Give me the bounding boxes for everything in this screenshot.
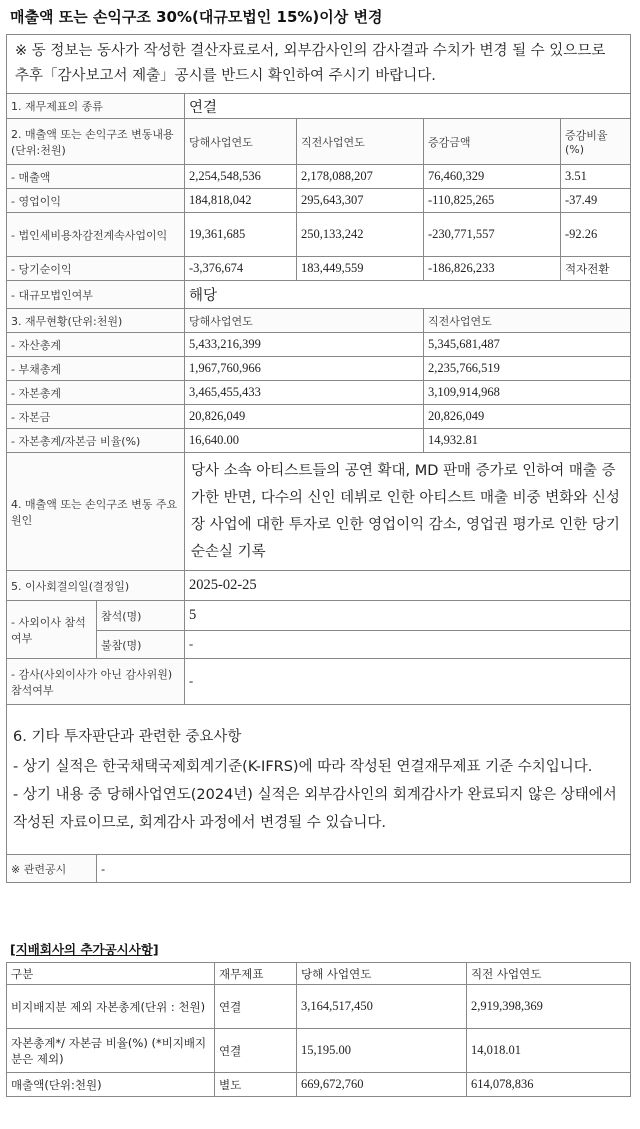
board-date-value: 2025-02-25	[185, 571, 631, 601]
additional-disclosure-table	[6, 962, 631, 1097]
status-label: 3. 재무현황(단위:천원)	[7, 309, 185, 333]
cell-cur: 16,640.00	[185, 429, 424, 453]
cell-diff: -230,771,557	[424, 213, 561, 257]
sub-header-fs: 재무제표	[215, 963, 297, 985]
notice-text: ※ 동 정보는 동사가 작성한 결산자료로서, 외부감사인의 감사결과 수치가 변경 될 수 있으므로 추후「감사보고서 제출」공시를 반드시 확인하여 주시기 바랍니다.	[7, 35, 631, 94]
cell-cur: 20,826,049	[185, 405, 424, 429]
board-date-label: 5. 이사회결의일(결정일)	[7, 571, 185, 601]
row-label: - 부채총계	[7, 357, 185, 381]
table-row	[7, 1029, 631, 1073]
cell-prev: 2,235,766,519	[424, 357, 631, 381]
cell-prev: 3,109,914,968	[424, 381, 631, 405]
table-row	[7, 257, 631, 281]
change-label: 2. 매출액 또는 손익구조 변동내용(단위:천원)	[7, 119, 185, 165]
row-label: - 법인세비용차감전계속사업이익	[7, 213, 185, 257]
cell-ratio: -92.26	[561, 213, 631, 257]
absent-label: 불참(명)	[97, 631, 185, 659]
cell-ratio: 적자전환	[561, 257, 631, 281]
row-label: 비지배지분 제외 자본총계(단위 : 천원)	[7, 985, 215, 1029]
sub-header-category: 구분	[7, 963, 215, 985]
sub-section-title: [지배회사의 추가공시사항]	[10, 942, 159, 957]
large-corp-value: 해당	[185, 281, 631, 309]
auditor-value: -	[185, 659, 631, 705]
page-title: 매출액 또는 손익구조 30%(대규모법인 15%)이상 변경	[10, 8, 383, 26]
cell-cur: -3,376,674	[185, 257, 297, 281]
large-corp-label: - 대규모법인여부	[7, 281, 185, 309]
row-label: - 자본금	[7, 405, 185, 429]
cell-diff: -186,826,233	[424, 257, 561, 281]
related-label: ※ 관련공시	[7, 855, 97, 883]
table-row	[7, 333, 631, 357]
cell-diff: 76,460,329	[424, 165, 561, 189]
table-row	[7, 1073, 631, 1097]
etc-line1: - 상기 실적은 한국채택국제회계기준(K-IFRS)에 따라 작성된 연결재무제표 기준 수치입니다.	[13, 758, 593, 775]
row-label: - 자본총계/자본금 비율(%)	[7, 429, 185, 453]
etc-line2: - 상기 내용 중 당해사업연도(2024년) 실적은 외부감사인의 회계감사가 완료되지 않은 상태에서 작성된 자료이므로, 회계감사 과정에서 변경될 수 있습니다.	[13, 786, 617, 831]
cell-prev: 2,919,398,369	[467, 985, 631, 1029]
row-label: - 자산총계	[7, 333, 185, 357]
disclosure-table	[6, 34, 631, 883]
present-value: 5	[185, 601, 631, 631]
absent-value: -	[185, 631, 631, 659]
auditor-label: - 감사(사외이사가 아닌 감사위원) 참석여부	[7, 659, 185, 705]
etc-section	[7, 705, 631, 855]
reason-label: 4. 매출액 또는 손익구조 변동 주요원인	[7, 453, 185, 571]
cell-prev: 5,345,681,487	[424, 333, 631, 357]
table-row	[7, 429, 631, 453]
cell-cur: 19,361,685	[185, 213, 297, 257]
change-header-cur: 당해사업연도	[185, 119, 297, 165]
cell-prev: 183,449,559	[297, 257, 424, 281]
cell-prev: 14,018.01	[467, 1029, 631, 1073]
cell-prev: 2,178,088,207	[297, 165, 424, 189]
cell-fs: 별도	[215, 1073, 297, 1097]
cell-fs: 연결	[215, 985, 297, 1029]
cell-cur: 15,195.00	[297, 1029, 467, 1073]
row-label: - 영업이익	[7, 189, 185, 213]
cell-cur: 1,967,760,966	[185, 357, 424, 381]
table-row	[7, 213, 631, 257]
cell-cur: 3,465,455,433	[185, 381, 424, 405]
cell-ratio: -37.49	[561, 189, 631, 213]
row-label: - 당기순이익	[7, 257, 185, 281]
row-label: 자본총계*/ 자본금 비율(%) (*비지배지분은 제외)	[7, 1029, 215, 1073]
cell-prev: 614,078,836	[467, 1073, 631, 1097]
cell-prev: 250,133,242	[297, 213, 424, 257]
row-label: - 매출액	[7, 165, 185, 189]
sub-header-prev: 직전 사업연도	[467, 963, 631, 985]
cell-cur: 5,433,216,399	[185, 333, 424, 357]
cell-prev: 20,826,049	[424, 405, 631, 429]
row-label: 매출액(단위:천원)	[7, 1073, 215, 1097]
status-header-cur: 당해사업연도	[185, 309, 424, 333]
fs-type-value: 연결	[185, 94, 631, 119]
table-row	[7, 357, 631, 381]
outside-directors-label: - 사외이사 참석여부	[7, 601, 97, 659]
table-row	[7, 985, 631, 1029]
row-label: - 자본총계	[7, 381, 185, 405]
table-row	[7, 165, 631, 189]
present-label: 참석(명)	[97, 601, 185, 631]
change-header-ratio: 증감비율(%)	[561, 119, 631, 165]
cell-cur: 669,672,760	[297, 1073, 467, 1097]
table-row	[7, 381, 631, 405]
cell-cur: 184,818,042	[185, 189, 297, 213]
fs-type-label: 1. 재무제표의 종류	[7, 94, 185, 119]
related-value: -	[97, 855, 631, 883]
cell-prev: 295,643,307	[297, 189, 424, 213]
change-header-diff: 증감금액	[424, 119, 561, 165]
cell-cur: 2,254,548,536	[185, 165, 297, 189]
cell-prev: 14,932.81	[424, 429, 631, 453]
table-row	[7, 405, 631, 429]
etc-heading: 6. 기타 투자판단과 관련한 중요사항	[13, 728, 242, 745]
sub-header-cur: 당해 사업연도	[297, 963, 467, 985]
cell-cur: 3,164,517,450	[297, 985, 467, 1029]
reason-value: 당사 소속 아티스트들의 공연 확대, MD 판매 증가로 인하여 매출 증가한 반면, 다수의 신인 데뷔로 인한 아티스트 매출 비중 변화와 신성장 사업에 대한 투자로 인한 영업이익 감소, 영업권 평가로 인한 당기순손실 기록	[185, 453, 631, 571]
change-header-prev: 직전사업연도	[297, 119, 424, 165]
status-header-prev: 직전사업연도	[424, 309, 631, 333]
cell-diff: -110,825,265	[424, 189, 561, 213]
cell-fs: 연결	[215, 1029, 297, 1073]
table-row	[7, 189, 631, 213]
cell-ratio: 3.51	[561, 165, 631, 189]
